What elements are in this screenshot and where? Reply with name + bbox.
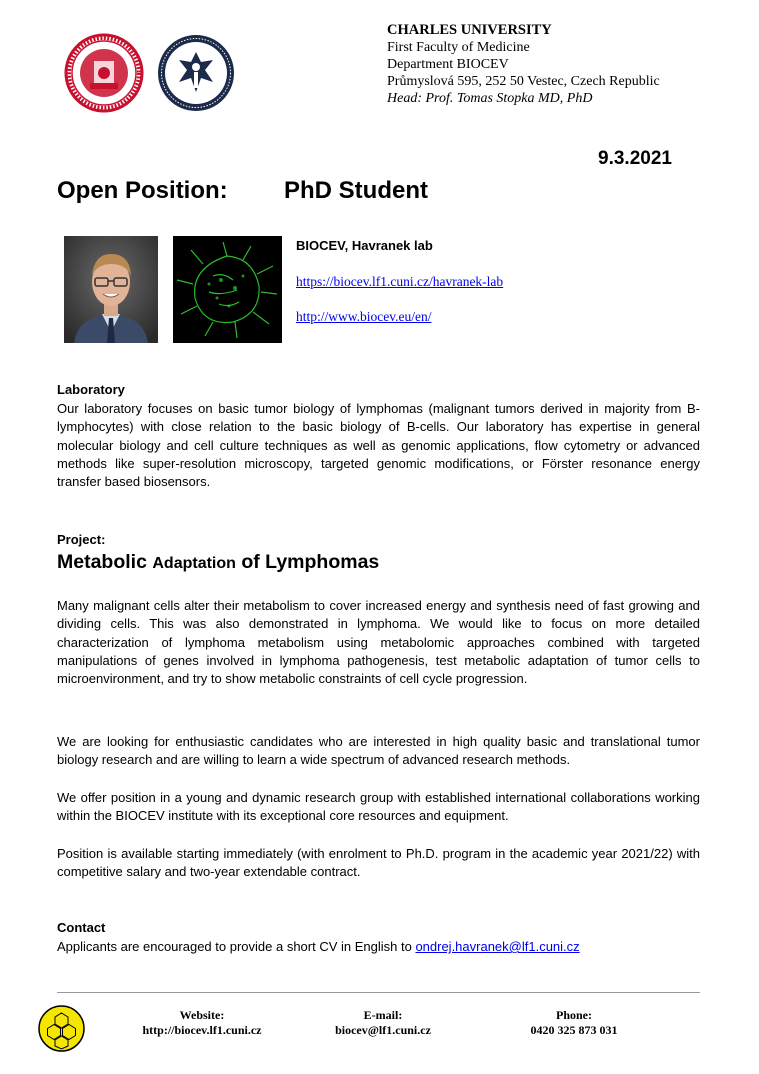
lab-name: BIOCEV, Havranek lab — [296, 238, 433, 253]
footer-email-value[interactable]: biocev@lf1.cuni.cz — [335, 1023, 431, 1037]
project-title — [57, 551, 379, 574]
university-header — [387, 22, 660, 107]
position-title-label: Open Position: — [57, 177, 228, 204]
microscopy-cell-image — [173, 236, 282, 343]
document-date: 9.3.2021 — [598, 148, 672, 169]
address: Průmyslová 595, 252 50 Vestec, Czech Republic — [387, 74, 660, 89]
candidate-requirements: We are looking for enthusiastic candidates who are interested in high quality basic and translational tumor biology research and are willing to learn a wide spectrum of advanced research methods. — [57, 734, 700, 768]
head-of-department: Head: Prof. Tomas Stopka MD, PhD — [387, 91, 593, 106]
biocev-logo — [38, 1005, 85, 1052]
footer-phone — [509, 1008, 639, 1038]
footer-email — [313, 1008, 453, 1038]
contact-line — [57, 938, 580, 956]
footer-email-label: E-mail: — [363, 1008, 403, 1022]
footer-website-value[interactable]: http://biocev.lf1.cuni.cz — [142, 1023, 262, 1037]
researcher-portrait-photo — [64, 236, 158, 343]
laboratory-heading: Laboratory — [57, 382, 125, 397]
offer-description: We offer position in a young and dynamic research group with established international collaborations working within the BIOCEV institute with its exceptional core resources and equipment. — [57, 790, 700, 824]
project-description: Many malignant cells alter their metabolism to cover increased energy and synthesis need of fast growing and dividing cells. This was also demonstrated in lymphoma. We would like to focus on more detailed characterization of lymphoma metabolism using metabolomic approaches combined with targeted manipulations of genes involved in lymphoma pathogenesis, test metabolic adaptation of tumor cells to microenvironment, and try to show metabolic constraints of cell cycle progression. — [57, 598, 700, 687]
availability-description: Position is available starting immediately (with enrolment to Ph.D. program in the academic year 2021/22) with competitive salary and two-year extendable contract. — [57, 846, 700, 880]
contact-heading: Contact — [57, 920, 106, 935]
contact-text: Applicants are encouraged to provide a short CV in English to — [57, 939, 416, 954]
university-name: CHARLES UNIVERSITY — [387, 22, 552, 38]
faculty-name: First Faculty of Medicine — [387, 40, 530, 55]
project-title-part1: Metabolic — [57, 551, 153, 573]
project-title-part2: Adaptation — [152, 555, 236, 572]
footer-website — [127, 1008, 277, 1038]
footer-website-label: Website: — [179, 1008, 225, 1022]
footer-divider — [57, 992, 700, 993]
footer-phone-label: Phone: — [556, 1008, 592, 1022]
project-title-part3: of Lymphomas — [235, 551, 380, 573]
project-heading: Project: — [57, 532, 106, 547]
position-title: PhD Student — [284, 177, 428, 204]
laboratory-description: Our laboratory focuses on basic tumor biology of lymphomas (malignant tumors derived in majority from B-lymphocytes) with close relation to the basic biology of B-cells. Our laboratory has expertise in general molecular biology and cell culture techniques as well as genomic applications, flow cytometry or advanced methods like super-resolution microscopy, targeted genomic modifications, or Förster resonance energy transfer based biosensors. — [57, 401, 700, 490]
contact-email-link[interactable]: ondrej.havranek@lf1.cuni.cz — [415, 939, 580, 954]
first-faculty-medicine-seal-logo — [157, 34, 235, 112]
havranek-lab-link[interactable]: https://biocev.lf1.cuni.cz/havranek-lab — [296, 274, 504, 289]
biocev-website-link[interactable]: http://www.biocev.eu/en/ — [296, 309, 432, 324]
charles-university-seal-logo — [64, 33, 144, 113]
footer-phone-value: 0420 325 873 031 — [530, 1023, 618, 1037]
department-name: Department BIOCEV — [387, 57, 509, 72]
